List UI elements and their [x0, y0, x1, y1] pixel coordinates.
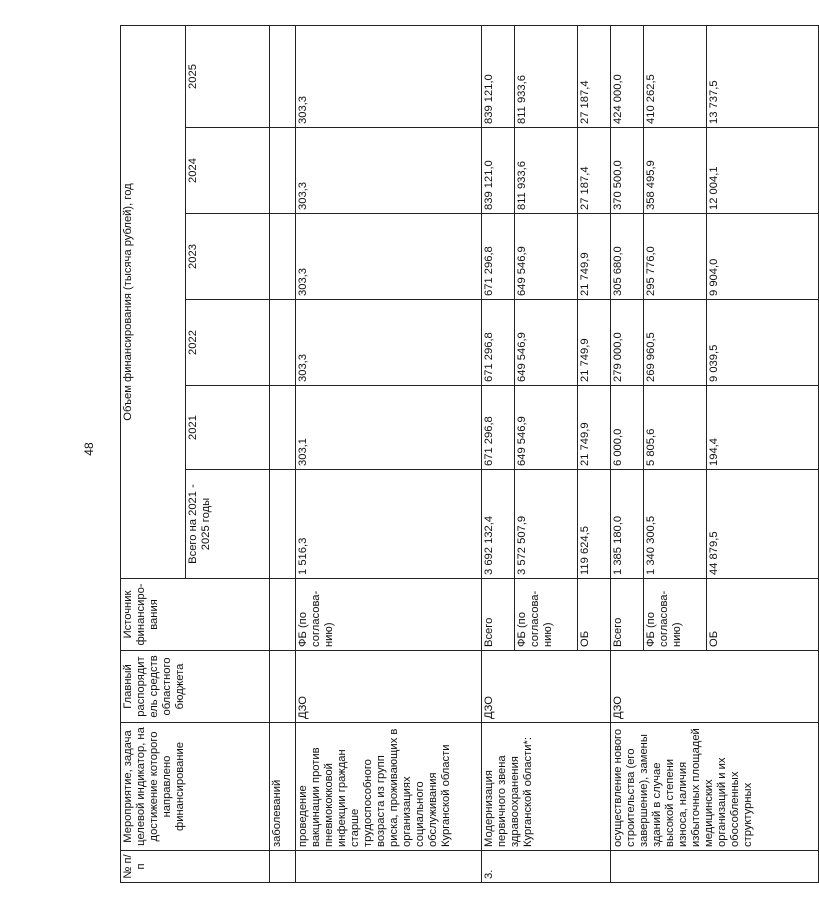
continuation-row [270, 26, 296, 883]
header-row-1 [121, 26, 186, 883]
y2024-cell: 370 500,0 [611, 128, 644, 214]
source-cell: ФБ (по согласова-нию) [515, 579, 578, 651]
distributor-cell: ДЗО [296, 651, 482, 723]
y2024-cell: 811 933,6 [515, 128, 578, 214]
source-cell: ФБ (по согласова-нию) [644, 579, 707, 651]
table-row-construction-total [611, 26, 644, 883]
y2022-cell: 9 039,5 [707, 300, 819, 386]
table-row-modernization-total [482, 26, 515, 883]
y2025-cell: 424 000,0 [611, 26, 644, 128]
continuation-text: заболеваний [270, 723, 296, 851]
y2023-cell: 295 776,0 [644, 214, 707, 300]
y2025-cell: 13 737,5 [707, 26, 819, 128]
source-cell: ОБ [707, 579, 819, 651]
y2024-cell: 27 187,4 [578, 128, 611, 214]
header-2023: 2023 [186, 214, 270, 300]
total-cell: 3 572 507,9 [515, 470, 578, 579]
header-distributor: Главный распорядитель средств областного бюджета [121, 651, 270, 723]
y2024-cell: 12 004,1 [707, 128, 819, 214]
header-2024: 2024 [186, 128, 270, 214]
header-funding-group: Объем финансирования (тысяча рублей), год [121, 26, 186, 579]
y2025-cell: 303,3 [296, 26, 482, 128]
rotated-table-container [120, 26, 754, 883]
y2022-cell: 279 000,0 [611, 300, 644, 386]
y2022-cell: 671 296,8 [482, 300, 515, 386]
total-cell: 1 516,3 [296, 470, 482, 579]
y2021-cell: 5 805,6 [644, 386, 707, 470]
y2021-cell: 303,1 [296, 386, 482, 470]
distributor-cell: ДЗО [611, 651, 819, 723]
total-cell: 3 692 132,4 [482, 470, 515, 579]
y2022-cell: 21 749,9 [578, 300, 611, 386]
y2023-cell: 671 296,8 [482, 214, 515, 300]
y2021-cell: 21 749,9 [578, 386, 611, 470]
y2023-cell: 21 749,9 [578, 214, 611, 300]
y2025-cell: 839 121,0 [482, 26, 515, 128]
header-total: Всего на 2021 - 2025 годы [186, 470, 270, 579]
measure-cell: Модернизация первичного звена здравоохранения Курганской области*: [482, 723, 611, 851]
measure-cell: проведение вакцинации против пневмококковой инфекции граждан старше трудоспособного возраста из групп риска, проживающих в организациях социального обслуживания Курганской области [296, 723, 482, 851]
funding-table [120, 25, 819, 883]
y2024-cell: 303,3 [296, 128, 482, 214]
total-cell: 119 624,5 [578, 470, 611, 579]
header-2022: 2022 [186, 300, 270, 386]
header-source: Источник финансиро-вания [121, 579, 270, 651]
y2024-cell: 839 121,0 [482, 128, 515, 214]
header-2021: 2021 [186, 386, 270, 470]
y2023-cell: 303,3 [296, 214, 482, 300]
total-cell: 1 340 300,5 [644, 470, 707, 579]
y2023-cell: 305 680,0 [611, 214, 644, 300]
y2021-cell: 649 546,9 [515, 386, 578, 470]
source-cell: Всего [482, 579, 515, 651]
total-cell: 44 879,5 [707, 470, 819, 579]
y2022-cell: 303,3 [296, 300, 482, 386]
total-cell: 1 385 180,0 [611, 470, 644, 579]
distributor-cell: ДЗО [482, 651, 611, 723]
page-number: 48 [82, 442, 96, 456]
y2025-cell: 410 262,5 [644, 26, 707, 128]
y2022-cell: 269 960,5 [644, 300, 707, 386]
y2025-cell: 811 933,6 [515, 26, 578, 128]
y2021-cell: 194,4 [707, 386, 819, 470]
y2023-cell: 9 904,0 [707, 214, 819, 300]
source-cell: ОБ [578, 579, 611, 651]
y2021-cell: 671 296,8 [482, 386, 515, 470]
measure-cell: осуществление нового строительства (его завершение), замены зданий в случае высокой степени износа, наличия избыточных площадей медицинских организаций и их обособленных структурных [611, 723, 819, 851]
row-number: 3. [482, 851, 611, 883]
source-cell: Всего [611, 579, 644, 651]
y2023-cell: 649 546,9 [515, 214, 578, 300]
y2025-cell: 27 187,4 [578, 26, 611, 128]
header-measure: Мероприятие, задача целевой индикатор, на достижение которого направлено финансирование [121, 723, 270, 851]
source-cell: ФБ (по согласова-нию) [296, 579, 482, 651]
y2021-cell: 6 000,0 [611, 386, 644, 470]
header-2025: 2025 [186, 26, 270, 128]
table-row-vaccination [296, 26, 482, 883]
header-num: № п/п [121, 851, 270, 883]
y2024-cell: 358 495,9 [644, 128, 707, 214]
y2022-cell: 649 546,9 [515, 300, 578, 386]
